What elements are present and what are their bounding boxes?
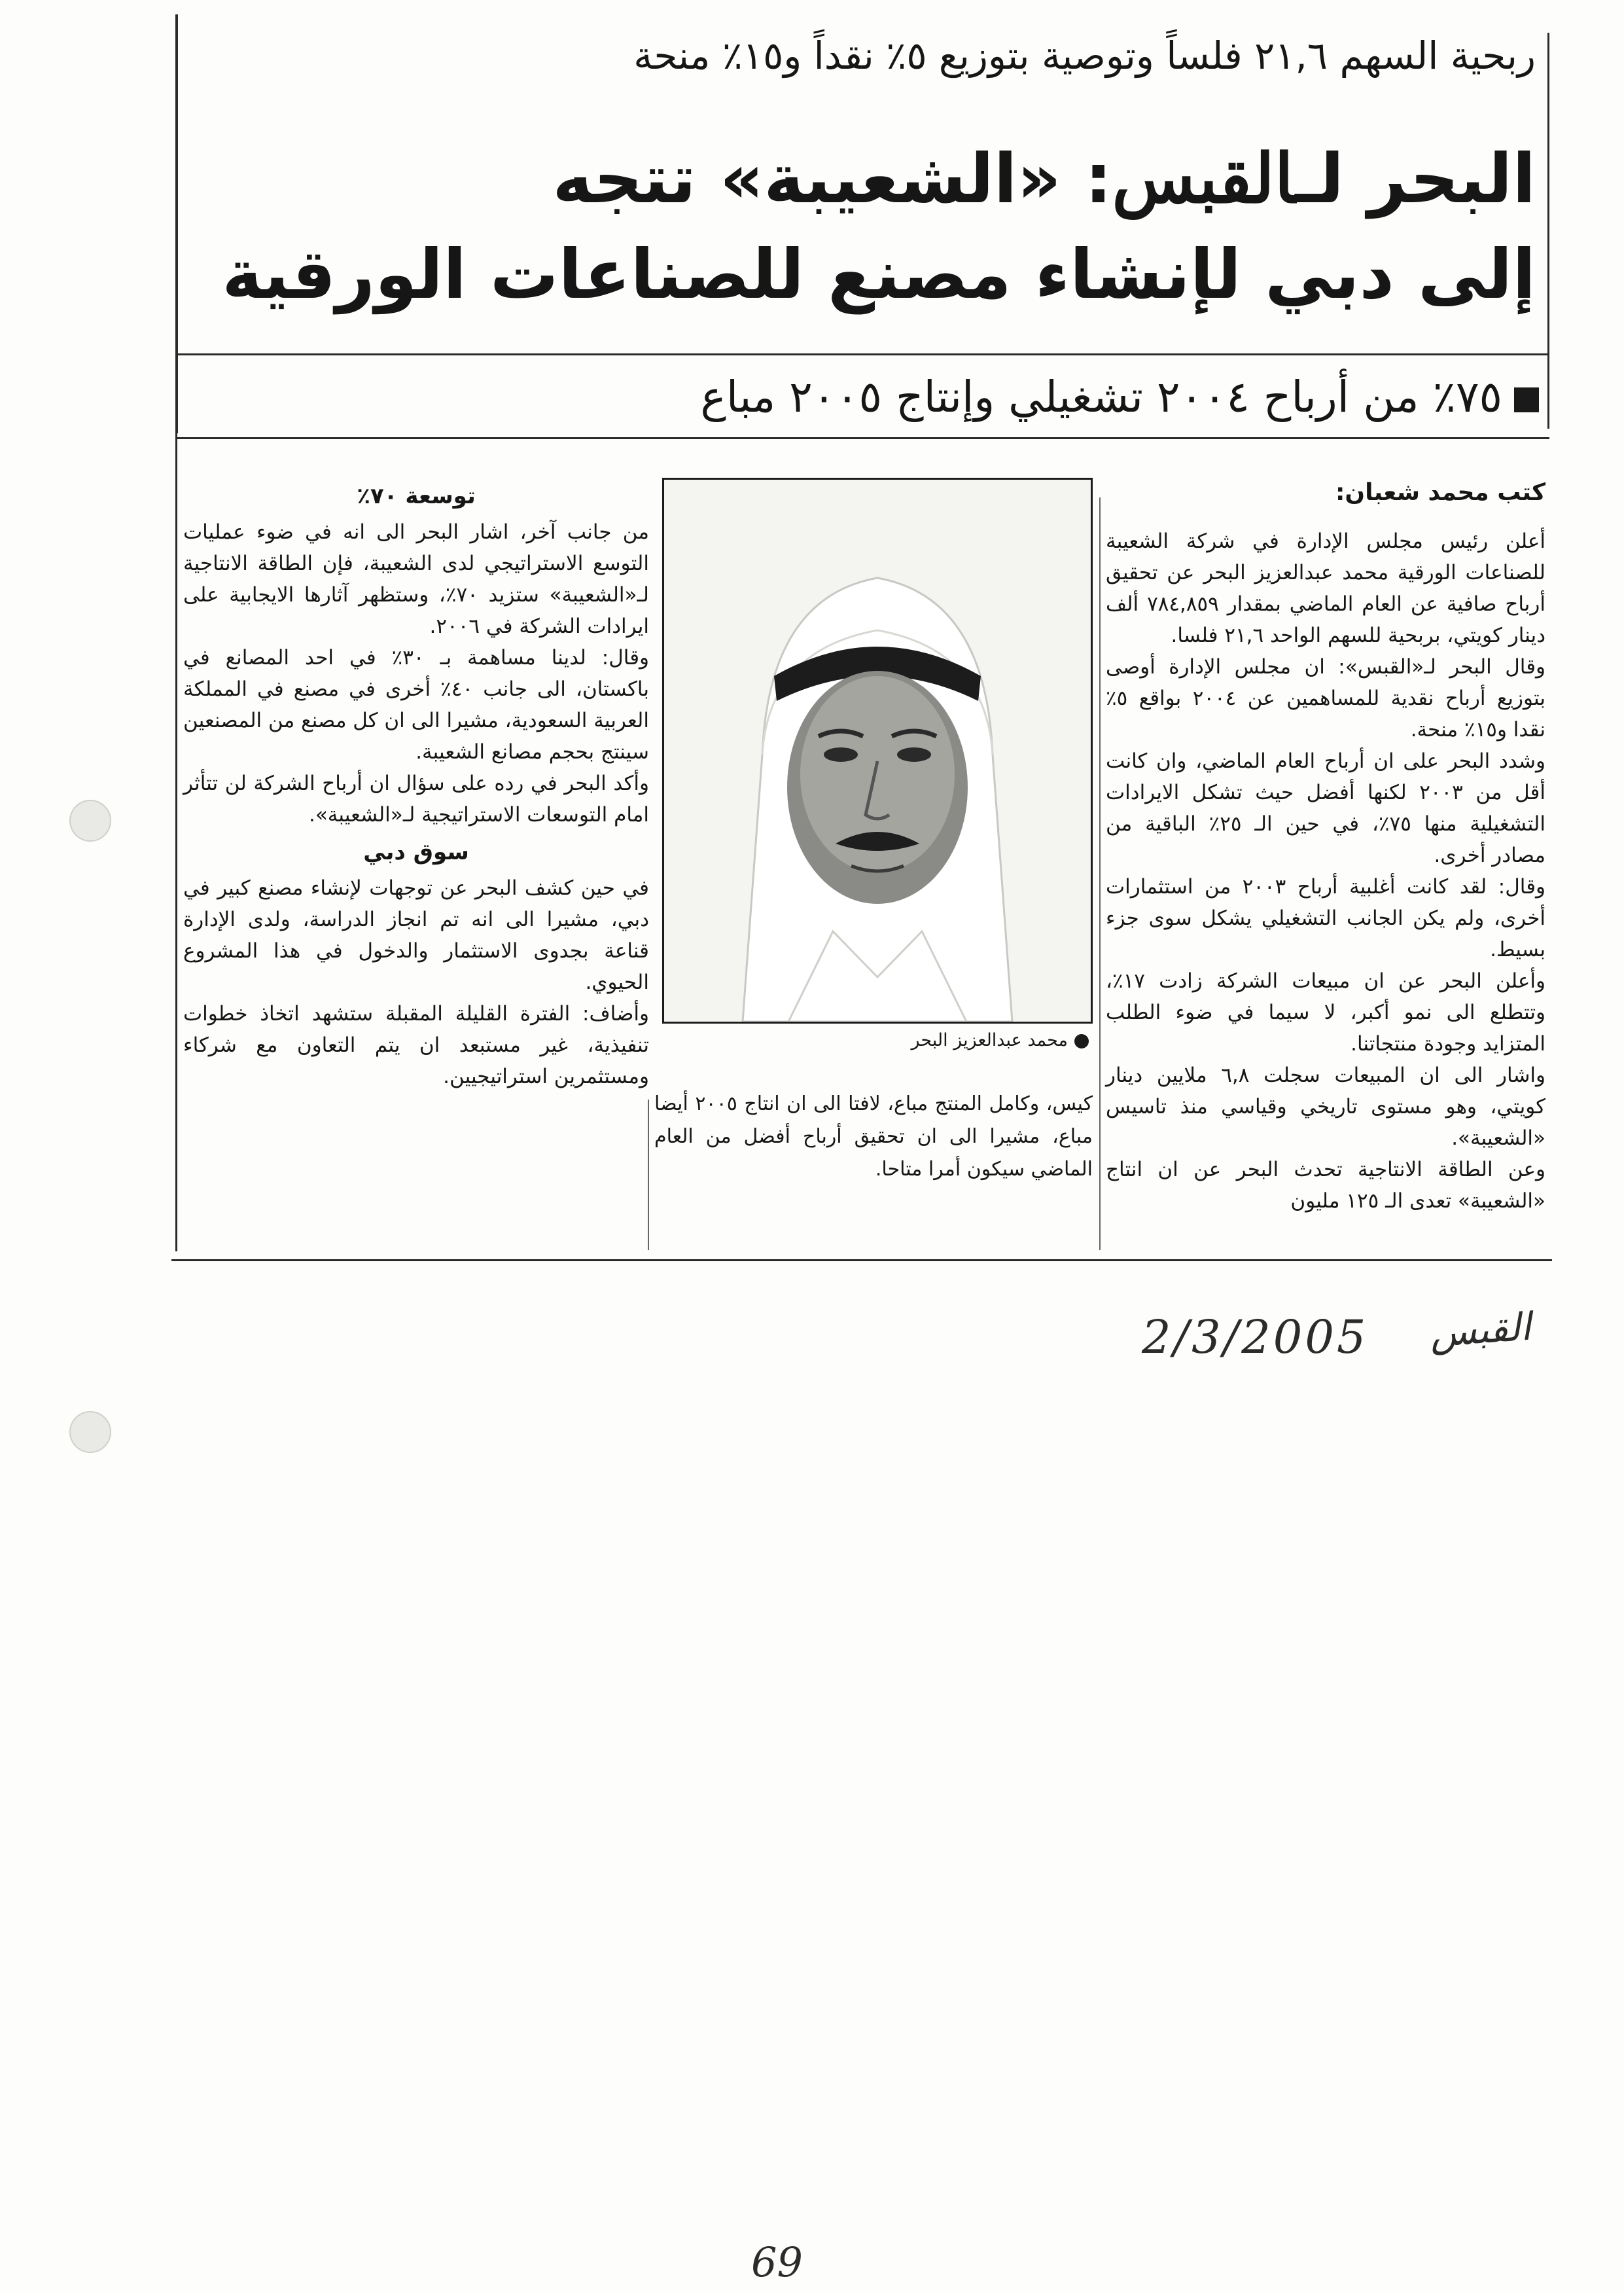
- paragraph: في حين كشف البحر عن توجهات لإنشاء مصنع كبير في دبي، مشيرا الى انه تم انجاز الدراسة، ولدى الإدارة قناعة بجدوى الاستثمار والدخول في هذا المشروع الحيوي.: [183, 876, 649, 994]
- paragraph: وعن الطاقة الانتاجية تحدث البحر عن ان انتاج «الشعيبة» تعدى الـ ١٢٥ مليون: [1106, 1158, 1545, 1213]
- byline: كتب محمد شعبان:: [1335, 479, 1545, 506]
- subhead-text: ٧٥٪ من أرباح ٢٠٠٤ تشغيلي وإنتاج ٢٠٠٥ مباع: [700, 372, 1502, 422]
- caption-text: محمد عبدالعزيز البحر: [911, 1030, 1068, 1050]
- column-divider-2: [648, 1100, 649, 1250]
- punch-hole-top: [69, 800, 111, 842]
- subhead-divider: [175, 437, 1549, 439]
- paragraph: وشدد البحر على ان أرباح العام الماضي، وان كانت أقل من ٢٠٠٣ لكنها أفضل حيث تشكل الايرادات التشغيلية منها ٧٥٪، في حين الـ ٢٥٪ الباقية من مصادر أخرى.: [1106, 749, 1545, 867]
- headline-name: البحر لـ: [1295, 139, 1536, 219]
- headline-divider: [175, 353, 1549, 355]
- handwritten-date: 2/3/2005: [1142, 1310, 1369, 1364]
- paragraph: وقال: لقد كانت أغلبية أرباح ٢٠٠٣ من استثمارات أخرى، ولم يكن الجانب التشغيلي يشكل سوى جزء بسيط.: [1106, 875, 1545, 961]
- paragraph: وقال: لدينا مساهمة بـ ٣٠٪ في احد المصانع في باكستان، الى جانب ٤٠٪ أخرى في مصنع في المملكة العربية السعودية، مشيرا الى ان كل مصنع من المصنعين سينتج بحجم مصانع الشعيبة.: [183, 646, 649, 764]
- punch-hole-bottom: [69, 1411, 111, 1453]
- middle-column: [654, 1088, 1093, 1186]
- subhead-bullet: [1514, 387, 1539, 412]
- paragraph: من جانب آخر، اشار البحر الى انه في ضوء عمليات التوسع الاستراتيجي لدى الشعيبة، فإن الطاقة الانتاجية لـ«الشعيبة» ستزيد ٧٠٪، وستظهر آثارها الايجابية على ايرادات الشركة في ٢٠٠٦.: [183, 520, 649, 638]
- headline-rest: : «الشعيبة» تتجه: [552, 139, 1112, 219]
- clipping-left-rule: [175, 433, 177, 1251]
- handwritten-source: القبس: [1428, 1304, 1532, 1356]
- subhead: [165, 368, 1539, 427]
- caption-bullet: [1074, 1034, 1089, 1048]
- paragraph: وأعلن البحر عن ان مبيعات الشركة زادت ١٧٪، وتتطلع الى نمو أكبر، لا سيما في ضوء الطلب المتزايد وجودة منتجاتنا.: [1106, 969, 1545, 1056]
- paragraph: كيس، وكامل المنتج مباع، لافتا الى ان انتاج ٢٠٠٥ أيضا مباع، مشيرا الى ان تحقيق أرباح أفضل من العام الماضي سيكون أمرا متاحا.: [654, 1092, 1093, 1181]
- headline-line-2: إلى دبي لإنشاء مصنع للصناعات الورقية: [222, 234, 1536, 314]
- portrait-illustration: [664, 480, 1091, 1022]
- paragraph: وقال البحر لـ«القبس»: ان مجلس الإدارة أوصى بتوزيع أرباح نقدية للمساهمين عن ٢٠٠٤ بواقع ٥٪ نقدا و١٥٪ منحة.: [1106, 655, 1545, 742]
- right-column: [1106, 475, 1545, 1217]
- newspaper-logo: القبس: [1112, 138, 1296, 219]
- paragraph: وأكد البحر في رده على سؤال ان أرباح الشركة لن تتأثر امام التوسعات الاستراتيجية لـ«الشعيبة».: [183, 772, 649, 827]
- left-column: [183, 475, 649, 1092]
- kicker-line: ربحية السهم ٢١,٦ فلساً وتوصية بتوزيع ٥٪ نقداً و١٥٪ منحة: [633, 33, 1536, 78]
- portrait-photo: [662, 478, 1093, 1024]
- bottom-divider: [171, 1259, 1552, 1261]
- section-title: سوق دبي: [363, 839, 469, 865]
- column-divider-1: [1099, 497, 1101, 1250]
- clipping-right-rule: [1547, 33, 1549, 429]
- section-title: توسعة ٧٠٪: [357, 483, 476, 509]
- headline-line-1: [175, 131, 1536, 226]
- paragraph: واشار الى ان المبيعات سجلت ٦,٨ ملايين دينار كويتي، وهو مستوى تاريخي وقياسي منذ تاسيس «الشعيبة».: [1106, 1064, 1546, 1150]
- photo-caption: [662, 1029, 1089, 1052]
- handwritten-page-number: 69: [751, 2238, 803, 2286]
- paragraph: وأضاف: الفترة القليلة المقبلة ستشهد اتخاذ خطوات تنفيذية، غير مستبعد ان يتم التعاون مع شركاء ومستثمرين استراتيجيين.: [183, 1002, 649, 1088]
- paragraph: أعلن رئيس مجلس الإدارة في شركة الشعيبة للصناعات الورقية محمد عبدالعزيز البحر عن تحقيق أرباح صافية عن العام الماضي بمقدار ٧٨٤,٨٥٩ ألف دينار كويتي، بربحية للسهم الواحد ٢١,٦ فلسا.: [1106, 529, 1545, 647]
